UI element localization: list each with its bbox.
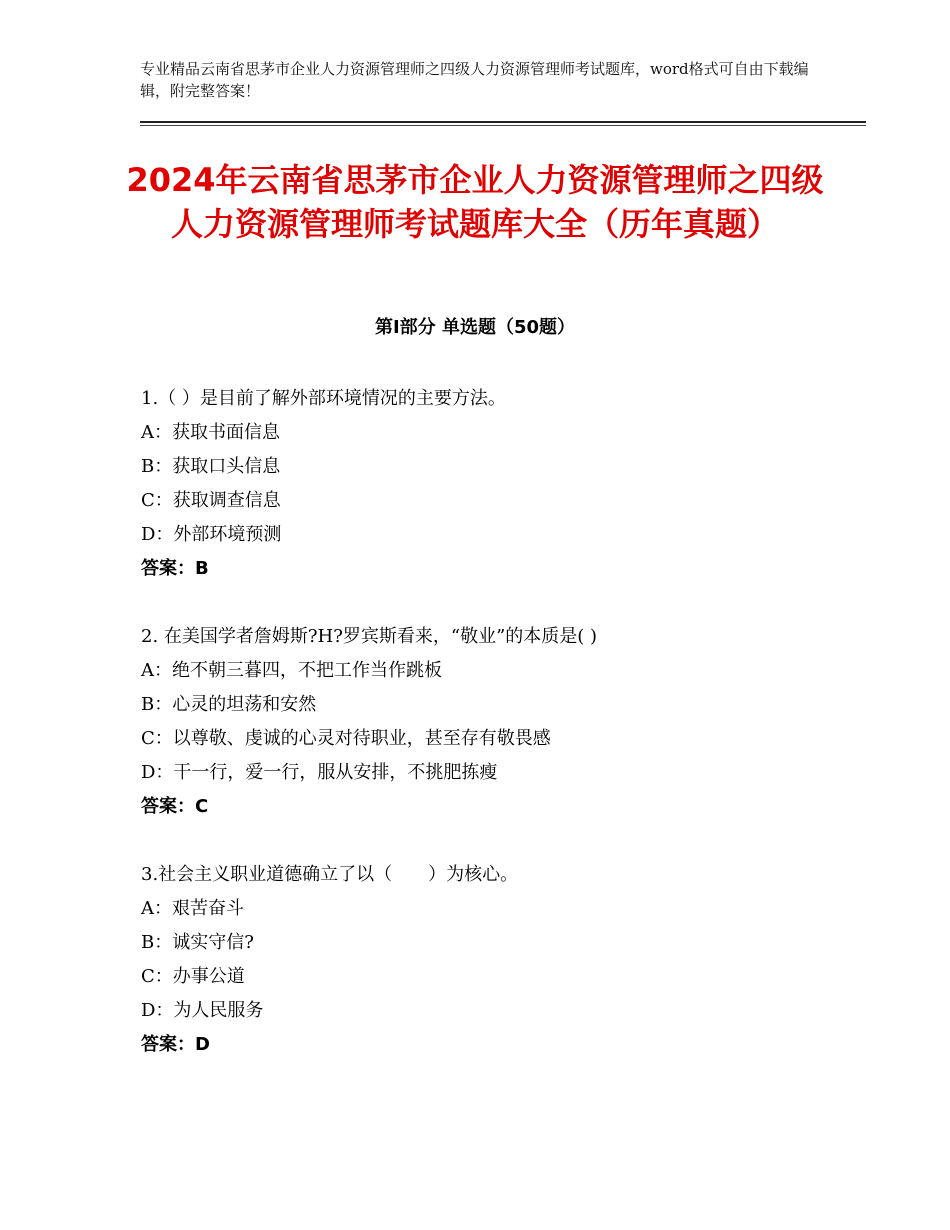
question-stem: 3.社会主义职业道德确立了以（ ）为核心。: [141, 864, 519, 885]
option-b: B：诚实守信?: [141, 932, 254, 953]
option-a: A：获取书面信息: [141, 422, 280, 443]
option-d: D：干一行，爱一行，服从安排，不挑肥拣瘦: [141, 762, 498, 783]
option-b: B：获取口头信息: [141, 456, 281, 477]
option-a: A：绝不朝三暮四，不把工作当作跳板: [141, 660, 442, 681]
section-title: 第Ⅰ部分 单选题（50题）: [374, 317, 575, 338]
option-d: D：为人民服务: [141, 1000, 264, 1021]
header-divider-thin: [140, 125, 866, 126]
option-c: C：获取调查信息: [141, 490, 281, 511]
question-1: [141, 382, 841, 586]
header-divider-thick: [140, 121, 866, 123]
option-c: C：办事公道: [141, 966, 245, 987]
option-a: A：艰苦奋斗: [141, 898, 244, 919]
answer: 答案：B: [141, 558, 209, 579]
option-d: D：外部环境预测: [141, 524, 282, 545]
answer: 答案：D: [141, 1034, 210, 1055]
question-stem: 1.（ ）是目前了解外部环境情况的主要方法。: [141, 388, 506, 409]
document-title: 2024年云南省思茅市企业人力资源管理师之四级人力资源管理师考试题库大全（历年真题）: [126, 161, 824, 243]
question-stem: 2. 在美国学者詹姆斯?H?罗宾斯看来，“敬业”的本质是( ): [141, 626, 598, 647]
question-3: [141, 858, 841, 1062]
question-list: [141, 382, 841, 1096]
answer: 答案：C: [141, 796, 209, 817]
header-note: 专业精品云南省思茅市企业人力资源管理师之四级人力资源管理师考试题库，word格式可自由下载编辑，附完整答案！: [140, 60, 809, 100]
option-c: C：以尊敬、虔诚的心灵对待职业，甚至存有敬畏感: [141, 728, 551, 749]
question-2: [141, 620, 841, 824]
option-b: B：心灵的坦荡和安然: [141, 694, 317, 715]
